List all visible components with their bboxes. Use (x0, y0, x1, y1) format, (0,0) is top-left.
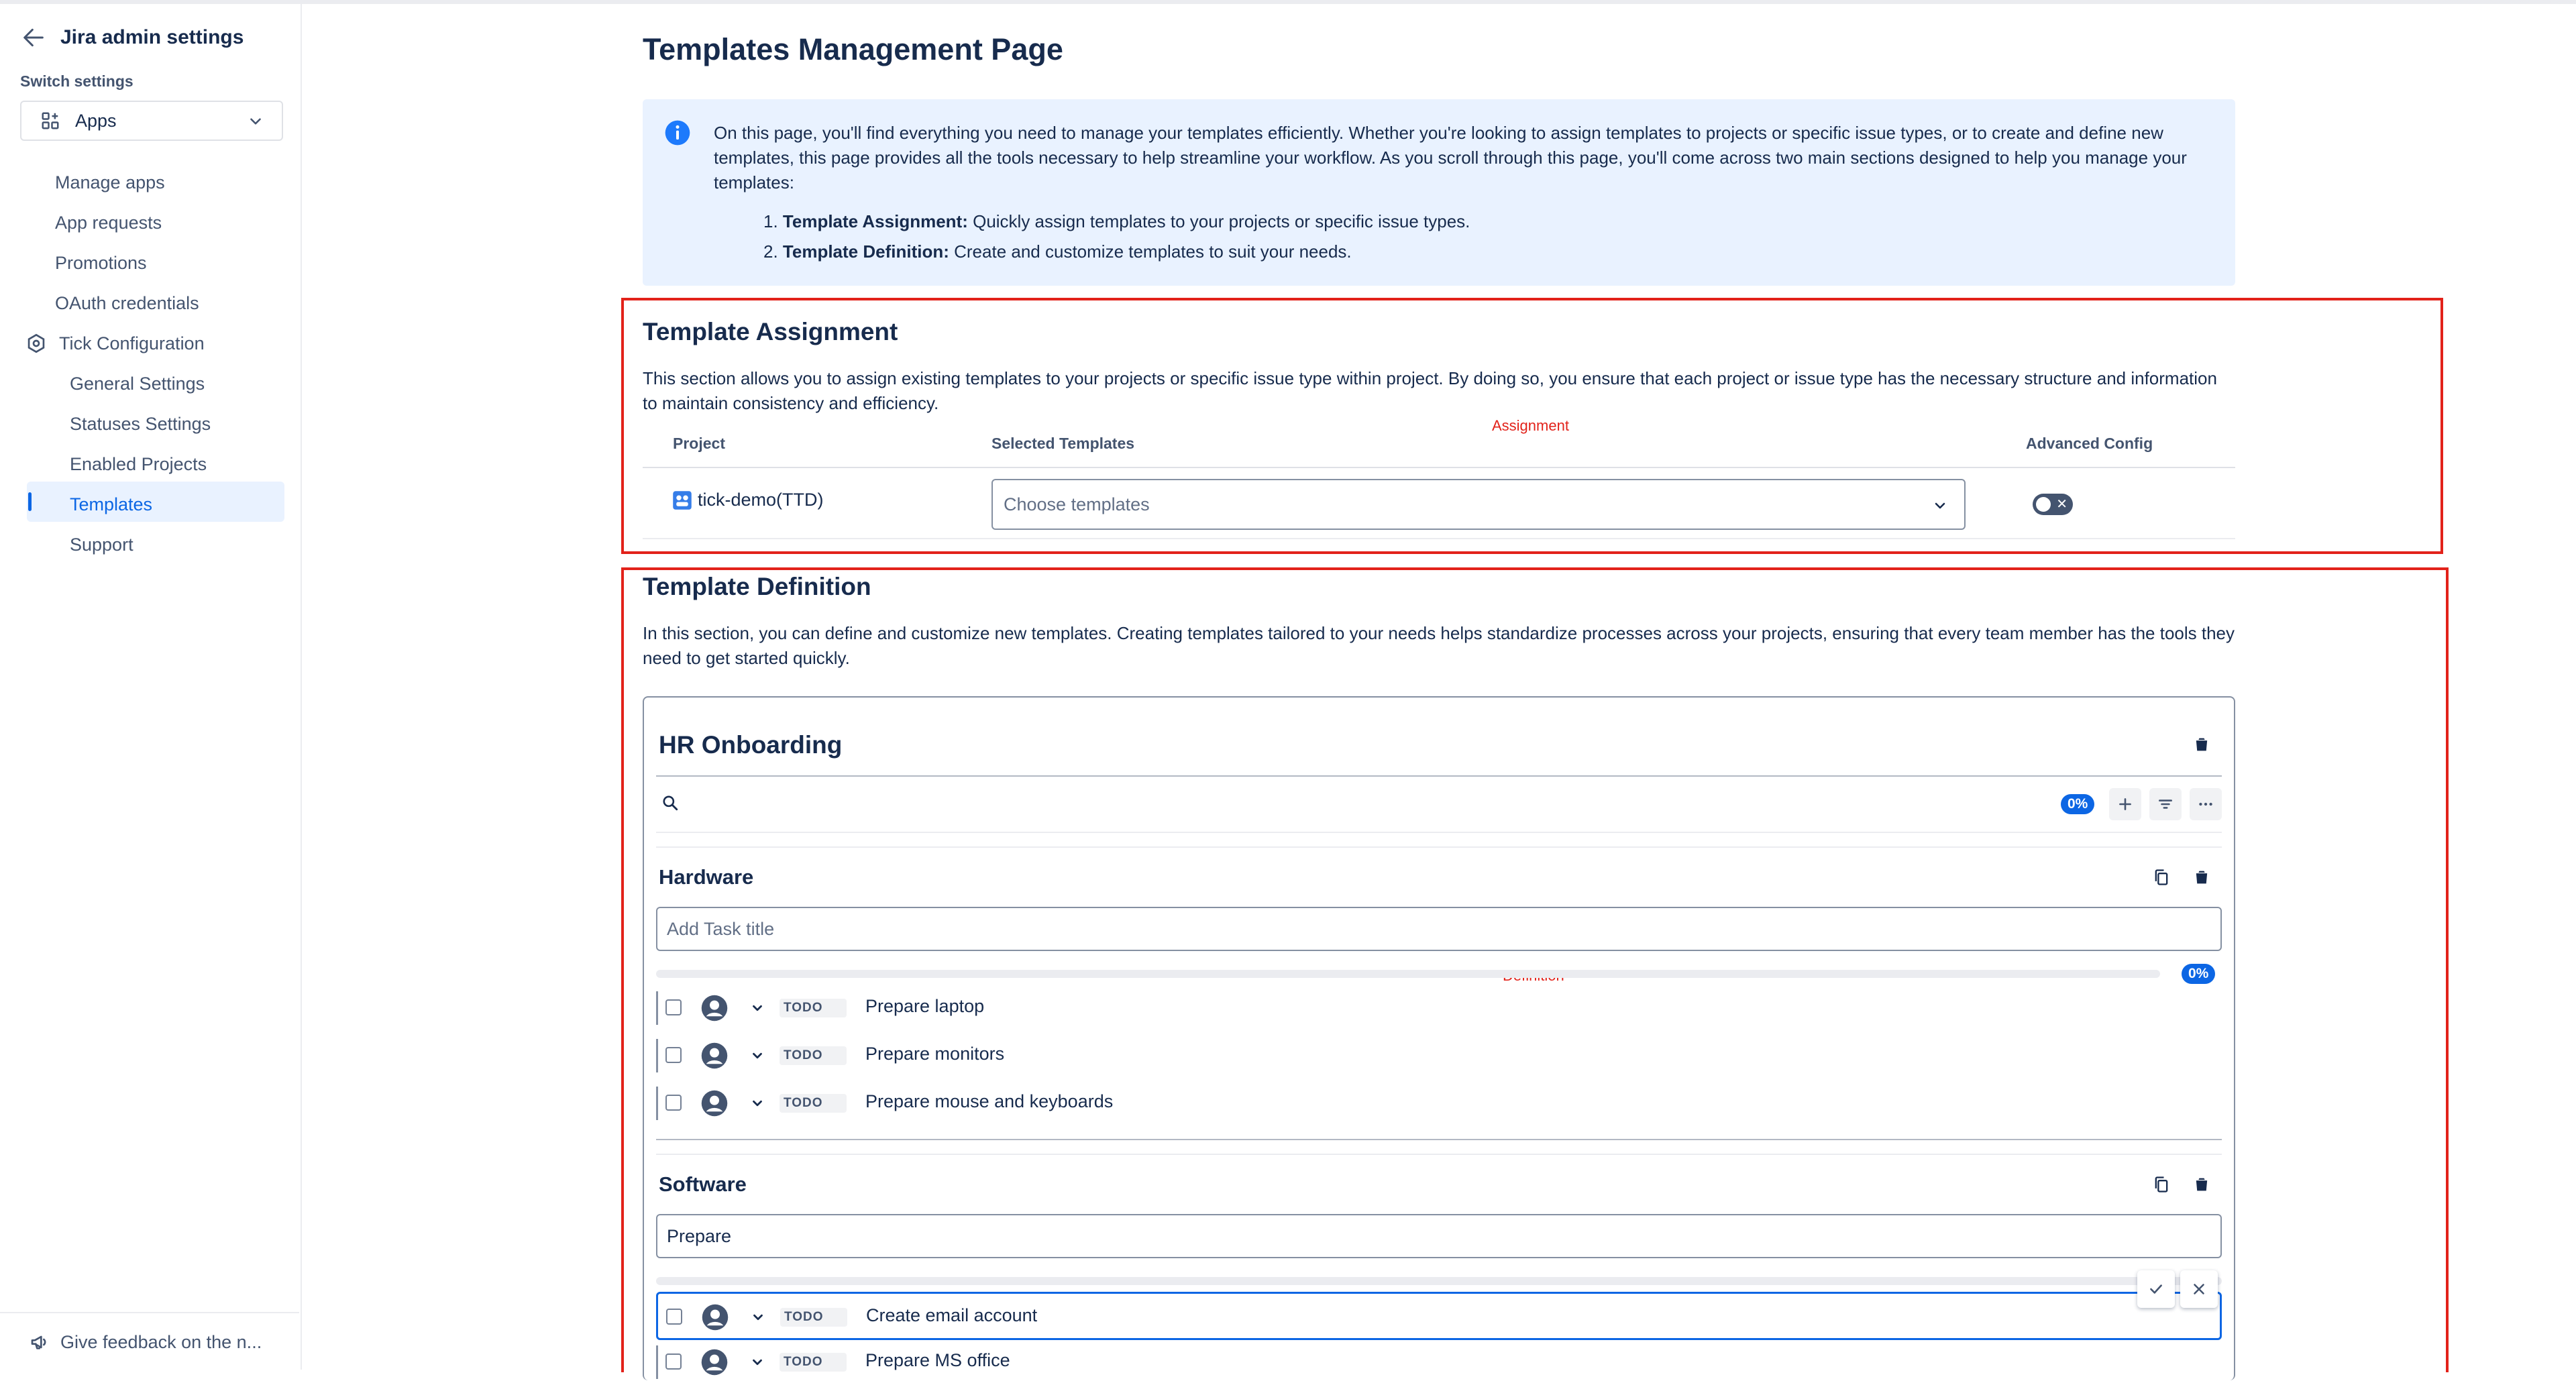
check-icon (2147, 1280, 2165, 1298)
trash-icon (2192, 1175, 2211, 1194)
chevron-down-icon[interactable] (750, 1048, 765, 1063)
task-status-lozenge[interactable]: TODO (780, 1308, 847, 1327)
sidebar-item-manage-apps[interactable]: Manage apps (55, 172, 165, 192)
task-title[interactable]: Prepare laptop (865, 996, 985, 1016)
definition-title: Template Definition (643, 573, 871, 600)
confirm-edit-button[interactable] (2137, 1270, 2175, 1308)
choose-templates-select[interactable] (991, 479, 1966, 530)
task-status-lozenge[interactable]: TODO (780, 1094, 847, 1113)
top-border (0, 0, 2576, 4)
filter-icon (2157, 795, 2174, 813)
sidebar-item-oauth-credentials[interactable]: OAuth credentials (55, 293, 199, 313)
task-status-lozenge[interactable]: TODO (780, 1353, 847, 1372)
template-name: HR Onboarding (659, 731, 843, 759)
sidebar-group-label: Tick Configuration (59, 333, 205, 353)
info-item-label: Template Definition: (782, 241, 949, 262)
delete-template-button[interactable] (2188, 731, 2215, 758)
delete-group-button[interactable] (2188, 1171, 2215, 1198)
assignment-description: This section allows you to assign existing templates to your projects or specific issue type within project. By doing so, you ensure that each project or issue type has the necessary structure and information to maintain consistency and efficiency. (643, 368, 2217, 413)
toggle-knob (2036, 497, 2051, 512)
task-row (656, 987, 2222, 1029)
switch-settings-value: Apps (75, 110, 117, 131)
task-left-bar (656, 1345, 658, 1379)
cancel-edit-button[interactable] (2180, 1270, 2218, 1308)
delete-group-button[interactable] (2188, 864, 2215, 891)
project-name: tick-demo(TTD) (698, 490, 824, 510)
group-progress-badge: 0% (2182, 964, 2215, 984)
table-row-divider (643, 538, 2235, 539)
sidebar-group-tick-configuration[interactable] (25, 330, 205, 357)
project-cell (672, 490, 824, 510)
megaphone-icon (30, 1331, 51, 1353)
user-avatar-icon[interactable] (701, 1303, 729, 1331)
task-checkbox[interactable] (665, 1047, 682, 1063)
info-list-item: 2. Template Definition: Create and customize templates to suit your needs. (763, 241, 1352, 262)
sidebar-active-indicator (28, 492, 32, 511)
sidebar-item-app-requests[interactable]: App requests (55, 213, 162, 233)
more-icon (2197, 795, 2214, 813)
task-row (656, 1341, 2222, 1383)
user-avatar-icon[interactable] (700, 994, 729, 1022)
column-header-project: Project (673, 435, 725, 452)
sidebar-item-general-settings[interactable]: General Settings (70, 374, 205, 394)
task-title[interactable]: Prepare monitors (865, 1044, 1005, 1064)
chevron-down-icon[interactable] (750, 1001, 765, 1015)
user-avatar-icon[interactable] (700, 1348, 729, 1376)
task-row-editing (656, 1292, 2222, 1340)
add-group-button[interactable] (2109, 788, 2141, 820)
column-header-advanced-config: Advanced Config (2026, 435, 2153, 452)
group-progress-bar (656, 970, 2160, 978)
chevron-down-icon (1932, 498, 1948, 514)
apps-icon (40, 111, 60, 131)
template-search-input[interactable] (687, 786, 2058, 821)
feedback-label: Give feedback on the n... (60, 1331, 262, 1352)
chevron-down-icon (247, 113, 264, 130)
chevron-down-icon[interactable] (751, 1310, 765, 1325)
table-header-divider (643, 467, 2235, 468)
group-top-divider (656, 1154, 2222, 1155)
task-left-bar (656, 1039, 658, 1072)
info-item-label: Template Assignment: (782, 211, 968, 231)
task-left-bar (656, 991, 658, 1025)
template-progress-badge: 0% (2061, 794, 2094, 814)
copy-group-button[interactable] (2148, 864, 2175, 891)
filter-button[interactable] (2149, 788, 2182, 820)
more-actions-button[interactable] (2190, 788, 2222, 820)
task-checkbox[interactable] (665, 1353, 682, 1370)
sidebar (0, 4, 302, 1370)
info-list-item: 1. Template Assignment: Quickly assign templates to your projects or specific issue types. (763, 211, 1470, 231)
advanced-config-toggle[interactable] (2033, 494, 2073, 515)
sidebar-item-support[interactable]: Support (70, 535, 133, 555)
assignment-title: Template Assignment (643, 318, 898, 345)
task-checkbox[interactable] (666, 1309, 682, 1325)
sidebar-item-statuses-settings[interactable]: Statuses Settings (70, 414, 211, 434)
info-text: On this page, you'll find everything you need to manage your templates efficiently. Whether you're looking to assign templates to projects or specific issue types, or to create and define new templates, this page provides all the tools necessary to help streamline your workflow. As you scroll through this page, you'll come across two main sections designed to help you manage your templates: (714, 123, 2187, 192)
sidebar-active-highlight (27, 482, 284, 522)
task-left-bar (656, 1087, 658, 1120)
task-title[interactable]: Prepare mouse and keyboards (865, 1091, 1114, 1111)
add-task-input[interactable] (656, 1214, 2222, 1258)
search-icon (661, 794, 679, 812)
sidebar-title: Jira admin settings (60, 26, 244, 48)
info-item-text: Quickly assign templates to your projects or specific issue types. (973, 211, 1470, 231)
page-title: Templates Management Page (643, 32, 1063, 66)
switch-settings-label: Switch settings (20, 72, 133, 90)
arrow-left-icon (20, 24, 47, 51)
group-progress-bar (656, 1277, 2222, 1285)
copy-group-button[interactable] (2148, 1171, 2175, 1198)
task-row (656, 1035, 2222, 1076)
project-avatar-icon (672, 490, 692, 510)
definition-description: In this section, you can define and customize new templates. Creating templates tailored to your needs helps standardize processes across your projects, ensuring that every team member has the tools they need to get started quickly. (643, 623, 2235, 668)
group-bottom-divider (656, 1139, 2222, 1140)
close-icon (2190, 1280, 2208, 1298)
task-row (656, 1083, 2222, 1124)
chevron-down-icon[interactable] (750, 1355, 765, 1370)
sidebar-item-promotions[interactable]: Promotions (55, 253, 147, 273)
task-status-lozenge[interactable]: TODO (780, 999, 847, 1017)
switch-settings-select[interactable] (20, 101, 283, 141)
sidebar-item-enabled-projects[interactable]: Enabled Projects (70, 454, 207, 474)
plus-icon (2116, 795, 2134, 813)
template-title-divider (656, 775, 2222, 777)
user-avatar-icon[interactable] (700, 1089, 729, 1117)
user-avatar-icon[interactable] (700, 1042, 729, 1070)
sidebar-item-templates[interactable]: Templates (70, 494, 153, 514)
chevron-down-icon[interactable] (750, 1096, 765, 1111)
toolbar-divider (656, 832, 2222, 833)
group-top-divider (656, 846, 2222, 848)
trash-icon (2192, 868, 2211, 887)
info-item-text: Create and customize templates to suit your needs. (954, 241, 1352, 262)
task-title[interactable]: Prepare MS office (865, 1350, 1010, 1370)
task-status-lozenge[interactable]: TODO (780, 1046, 847, 1065)
copy-icon (2152, 868, 2171, 887)
feedback-button[interactable] (0, 1312, 299, 1371)
hexagon-gear-icon (25, 333, 47, 354)
task-checkbox[interactable] (665, 1095, 682, 1111)
group-title-software: Software (659, 1172, 747, 1196)
add-task-input[interactable] (656, 907, 2222, 951)
info-icon (664, 119, 691, 146)
copy-icon (2152, 1175, 2171, 1194)
info-list (763, 207, 1470, 267)
column-header-selected-templates: Selected Templates (991, 435, 1135, 452)
back-button[interactable] (20, 20, 47, 55)
group-title-hardware: Hardware (659, 865, 754, 889)
toggle-off-icon: ✕ (2056, 497, 2068, 512)
task-title-editing[interactable]: Create email account (866, 1305, 1038, 1325)
trash-icon (2192, 735, 2211, 754)
info-panel (643, 99, 2235, 286)
choose-templates-placeholder: Choose templates (1004, 494, 1150, 514)
task-checkbox[interactable] (665, 999, 682, 1015)
assignment-annotation-label: Assignment (1492, 417, 1569, 434)
